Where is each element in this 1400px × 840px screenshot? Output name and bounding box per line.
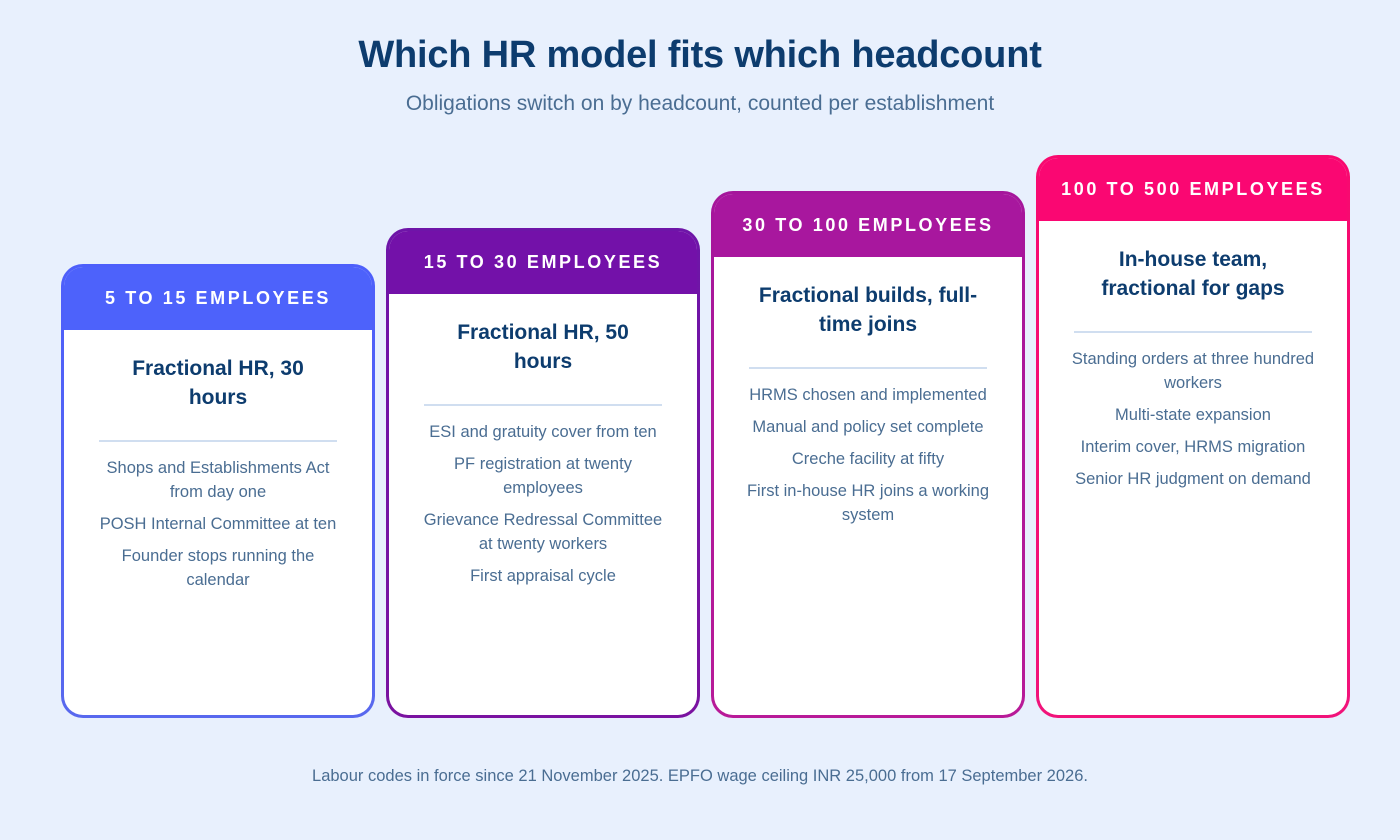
- list-item: HRMS chosen and implemented: [749, 386, 987, 404]
- tier-heading: Fractional HR, 30 hours: [132, 357, 304, 409]
- tier-card-30-to-100: [711, 191, 1025, 718]
- list-item: Multi-state expansion: [1115, 406, 1271, 424]
- tier-heading: Fractional HR, 50 hours: [457, 321, 629, 373]
- list-item: Senior HR judgment on demand: [1075, 470, 1311, 488]
- list-item: Manual and policy set complete: [752, 418, 984, 436]
- list-item: First appraisal cycle: [470, 567, 616, 585]
- divider: [99, 440, 337, 442]
- tier-items: [389, 420, 697, 596]
- divider: [1074, 331, 1312, 333]
- tier-card-5-to-15: [61, 264, 375, 718]
- tier-band-label: 15 TO 30 EMPLOYEES: [389, 231, 697, 294]
- list-item: Grievance Redressal Committee at twenty workers: [423, 511, 663, 553]
- list-item: First in-house HR joins a working system: [746, 482, 990, 524]
- tier-card-100-to-500: [1036, 155, 1350, 718]
- tier-heading: Fractional builds, full-time joins: [758, 284, 978, 336]
- divider: [749, 367, 987, 369]
- list-item: ESI and gratuity cover from ten: [429, 423, 657, 441]
- page-title: Which HR model fits which headcount: [358, 34, 1042, 76]
- tier-items: [714, 383, 1022, 535]
- tier-band-label: 5 TO 15 EMPLOYEES: [64, 267, 372, 330]
- divider: [424, 404, 662, 406]
- tier-items: [64, 456, 372, 600]
- list-item: Shops and Establishments Act from day one: [106, 459, 330, 501]
- tier-items: [1039, 347, 1347, 499]
- list-item: POSH Internal Committee at ten: [99, 515, 337, 533]
- list-item: Standing orders at three hundred workers: [1071, 350, 1315, 392]
- list-item: PF registration at twenty employees: [454, 455, 632, 497]
- tier-band-label: 100 TO 500 EMPLOYEES: [1039, 158, 1347, 221]
- list-item: Interim cover, HRMS migration: [1080, 438, 1306, 456]
- list-item: Founder stops running the calendar: [121, 547, 315, 589]
- tier-band-label: 30 TO 100 EMPLOYEES: [714, 194, 1022, 257]
- tier-heading: In-house team, fractional for gaps: [1101, 248, 1285, 300]
- page-subtitle: Obligations switch on by headcount, counted per establishment: [405, 92, 995, 115]
- tier-card-15-to-30: [386, 228, 700, 718]
- footer-note: Labour codes in force since 21 November 2025. EPFO wage ceiling INR 25,000 from 17 September 2026.: [312, 767, 1088, 785]
- list-item: Creche facility at fifty: [791, 450, 945, 468]
